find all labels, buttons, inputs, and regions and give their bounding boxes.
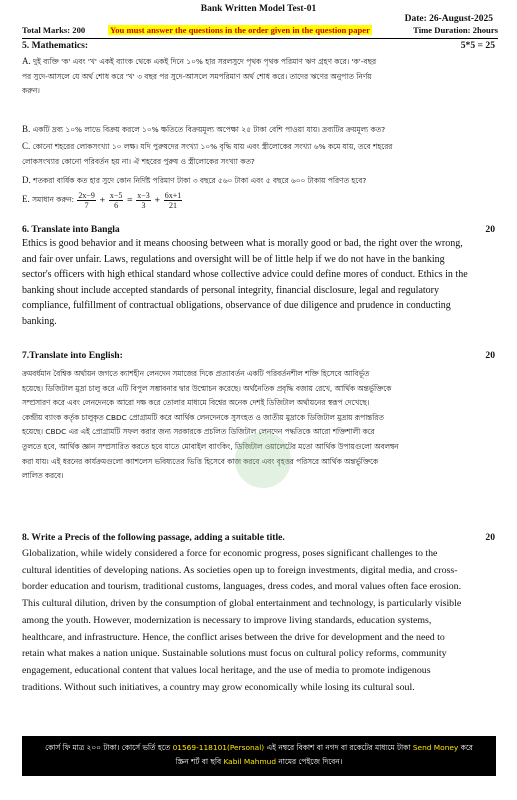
passage-line: sector's officers with high ethical standard whose collective advice could define mores of conduct. Ethics in the xyxy=(22,269,468,281)
passage-line: তুলতে হবে, আর্থিক জ্ঞান সম্প্রসারিত করতে হবে যাতে মোবাইল ব্যাংকিং, ডিজিটাল ওয়ালেটের মতো আর্থিক উপায়গুলো অবলম্বন xyxy=(22,441,399,451)
question-label: A. xyxy=(22,56,31,66)
operator: + xyxy=(99,195,106,204)
question-text: একটি দ্রব্য ১০% লাভে বিক্রয় করলে ১০% ক্ষতিতে বিক্রয়মূল্য অপেক্ষা ২৫ টাকা বেশি পাওয়া যায়। দ্রব্যটির ক্রয়মূল্য কত? xyxy=(32,125,386,134)
passage-line: লালিত করবে। xyxy=(22,471,64,481)
fraction: $\frac{2x-9}{7}$ xyxy=(78,190,95,210)
header-divider xyxy=(22,38,498,39)
passage-line: border education and tourism, traditional customs, languages, dress codes, and moral values often face erosion. xyxy=(22,581,462,593)
banner-text: এই নম্বরে বিকাশ বা নগদ বা রকেটের মাধ্যমে টাকা xyxy=(264,743,413,752)
section-8-title: 8. Write a Precis of the following passage, adding a suitable title. xyxy=(22,532,285,543)
operator: = xyxy=(126,195,133,204)
course-fee-banner xyxy=(22,736,496,776)
question-5a xyxy=(22,54,496,99)
banner-text: কোর্স ফি মাত্র ২০০ টাকা। কোর্সে ভর্তি হতে xyxy=(45,743,173,752)
total-marks: Total Marks: 200 xyxy=(22,25,86,35)
passage-line: Ethics is good behavior and it means choosing between what is morally good or bad, the right over the wrong, xyxy=(22,238,463,249)
question-label: C. xyxy=(22,141,31,151)
send-money-text: Send Money xyxy=(412,743,459,752)
section-6-title: 6. Translate into Bangla xyxy=(22,224,120,235)
question-5d xyxy=(22,173,496,189)
section-6-marks: 20 xyxy=(485,224,495,235)
section-5-marks: 5*5 = 25 xyxy=(460,40,495,51)
passage-line: healthcare, and infrastructure. Hence, the conflict arises between the drive for development and the need to xyxy=(22,631,445,643)
question-label: D. xyxy=(22,175,31,185)
passage-line: compliance, fulfillment of contractual obligations, observance of due diligence and prudence in conducting xyxy=(22,300,451,312)
passage-line: ক্রমবর্ধমান বৈশ্বিক অর্থায়ন জগতে ক্যাশহীন লেনদেন সমাজের দিকে প্রত্যাবর্তন একটি পরিবর্তনশীল শক্তি হিসেবে আবির্ভূত xyxy=(22,369,370,378)
banner-text: করে xyxy=(458,743,473,752)
question-text-line: দুই ব্যক্তি 'ক' এবং 'খ' একই ব্যাংক থেকে একই দিনে ১০% হার সরলসুদে পৃথক পৃথক পরিমাণ ঋণ গ্রহণ করে। 'ক'-বছর xyxy=(33,57,377,66)
question-5b xyxy=(22,122,496,138)
question-text: শতকরা বার্ষিক কত হার সুদে কোন নির্দিষ্ট পরিমাণ টাকা ৩ বছরে ৫৬০ টাকা এবং ৫ বছরে ৬০০ টাকায় পরিণত হবে? xyxy=(33,176,367,185)
banner-text: নামের পেইজে দিবেন। xyxy=(276,757,343,766)
passage-line: This cultural dilution, driven by the consumption of global entertainment and technology, is particularly visible xyxy=(22,598,462,610)
passage-line: Globalization, while widely considered a force for economic progress, poses significant challenges to the xyxy=(22,548,438,559)
info-row xyxy=(22,25,498,37)
section-8-passage xyxy=(22,546,498,696)
fraction: $\frac{x-3}{3}$ xyxy=(137,190,150,210)
question-text-line: পর সুদে-আসলে যে অর্থ শোধ করে 'খ' ৩ বছর পর সুদে-আসলে সমপরিমাণ অর্থ শোধ করে। তাদের ঋণের অনুপাত নির্ণয় xyxy=(22,71,372,81)
question-label: B. xyxy=(22,124,31,134)
section-5-title: 5. Mathematics: xyxy=(22,40,89,51)
section-7-title: 7.Translate into English: xyxy=(22,350,123,361)
test-date: Date: 26-August-2025 xyxy=(404,14,493,24)
question-5c xyxy=(22,139,496,169)
contact-number: 01569-118101(Personal) xyxy=(172,743,265,752)
passage-line: engagement, educational content that values local heritage, and the use of media to promote indigenous xyxy=(22,664,431,676)
section-6-passage xyxy=(22,236,498,330)
question-prefix: সমাধান করুন: xyxy=(32,195,75,204)
banner-text: স্ক্রিন শর্ট বা ছবি xyxy=(175,757,224,766)
passage-line: কেন্দ্রীয় ব্যাংক কর্তৃক চালুকৃত CBDC প্রোগ্রামটি করে আর্থিক লেনদেনকে সুসংহত ও জাতীয় মুদ্রাকে ডিজিটাল মুদ্রায় রূপান্তরিত xyxy=(22,412,384,422)
order-warning: You must answer the questions in the order given in the question paper xyxy=(110,25,370,35)
question-label: E. xyxy=(22,194,30,204)
fraction: $\frac{x-5}{6}$ xyxy=(109,190,123,210)
fraction: $\frac{6x+1}{21}$ xyxy=(164,190,182,210)
section-7-marks: 20 xyxy=(485,350,495,361)
passage-line: traditions. Without such initiatives, a country may grow economically while losing its cultural soul. xyxy=(22,681,415,693)
passage-line: cultural identities of developing nations. As societies open up to foreign investments, digital media, and cross- xyxy=(22,564,458,576)
section-8-marks: 20 xyxy=(485,532,495,543)
page-name: Kabil Mahmud xyxy=(223,757,277,766)
passage-line: retain what makes a nation unique. Sustainable solutions must focus on cultural policy reforms, community xyxy=(22,648,447,660)
passage-line: হয়েছে। CBDC এর এই প্রোগ্রামটি সফল করার জন্য সরকারকে প্রচলিত ডিজিটাল লেনদেন পদ্ধতিকে আরো শক্তিশালী করে xyxy=(22,427,375,437)
time-duration: Time Duration: 2hours xyxy=(413,25,498,35)
passage-line: banking shout include accepted standards of personal integrity, financial disclosure, legal and regulatory xyxy=(22,284,439,296)
operator: + xyxy=(154,195,161,204)
question-text-line: করুন। xyxy=(22,86,40,95)
passage-line: and fair over unfair. Laws, regulations and oversight will be of little help if we do not have in the banking xyxy=(22,253,445,265)
question-5e xyxy=(22,188,496,211)
watermark-logo xyxy=(235,432,291,488)
test-title: Bank Written Model Test-01 xyxy=(200,4,317,14)
passage-line: among the youth. However, modernization is necessary to improve living standards, education systems, xyxy=(22,614,432,626)
passage-line: করা যায়। এই ধরনের কার্যক্রমগুলো ক্যাশলেস ভবিষ্যতের ভিত্তি হিসেবে কাজ করবে এবং বৃহত্তর পরিসরে আর্থিক অন্তর্ভুক্তিকে xyxy=(22,456,379,466)
question-text-line: কোনো শহরের লোকসংখ্যা ১০ লক্ষ। যদি পুরুষদের সংখ্যা ১০% বৃদ্ধি যায় এবং স্ত্রীলোকের সংখ্যা ৬% কমে যায়, তবে শহরের xyxy=(32,142,393,151)
question-text-line: লোকসংখ্যার কোনো পরিবর্তন হয় না। ঐ শহরের পুরুষ ও স্ত্রীলোকের সংখ্যা কত? xyxy=(22,156,255,166)
passage-line: হয়েছে। ডিজিটাল মুদ্রা চালু করে এটি বিপুল সম্ভাবনার দ্বার উন্মোচন করেছে। অর্থনৈতিক প্রবৃদ্ধি বজায় রেখে, আর্থিক অন্তর্ভুক্তিকে xyxy=(22,383,392,393)
passage-line: banking. xyxy=(22,315,57,327)
passage-line: সম্প্রসারণ করে এবং লেনদেনকে আরো দক্ষ করে তোলার মাধ্যমে বিশ্বের অনেক দেশই ডিজিটাল অর্থায়নের স্বরূপ দেখেছে। xyxy=(22,398,370,408)
